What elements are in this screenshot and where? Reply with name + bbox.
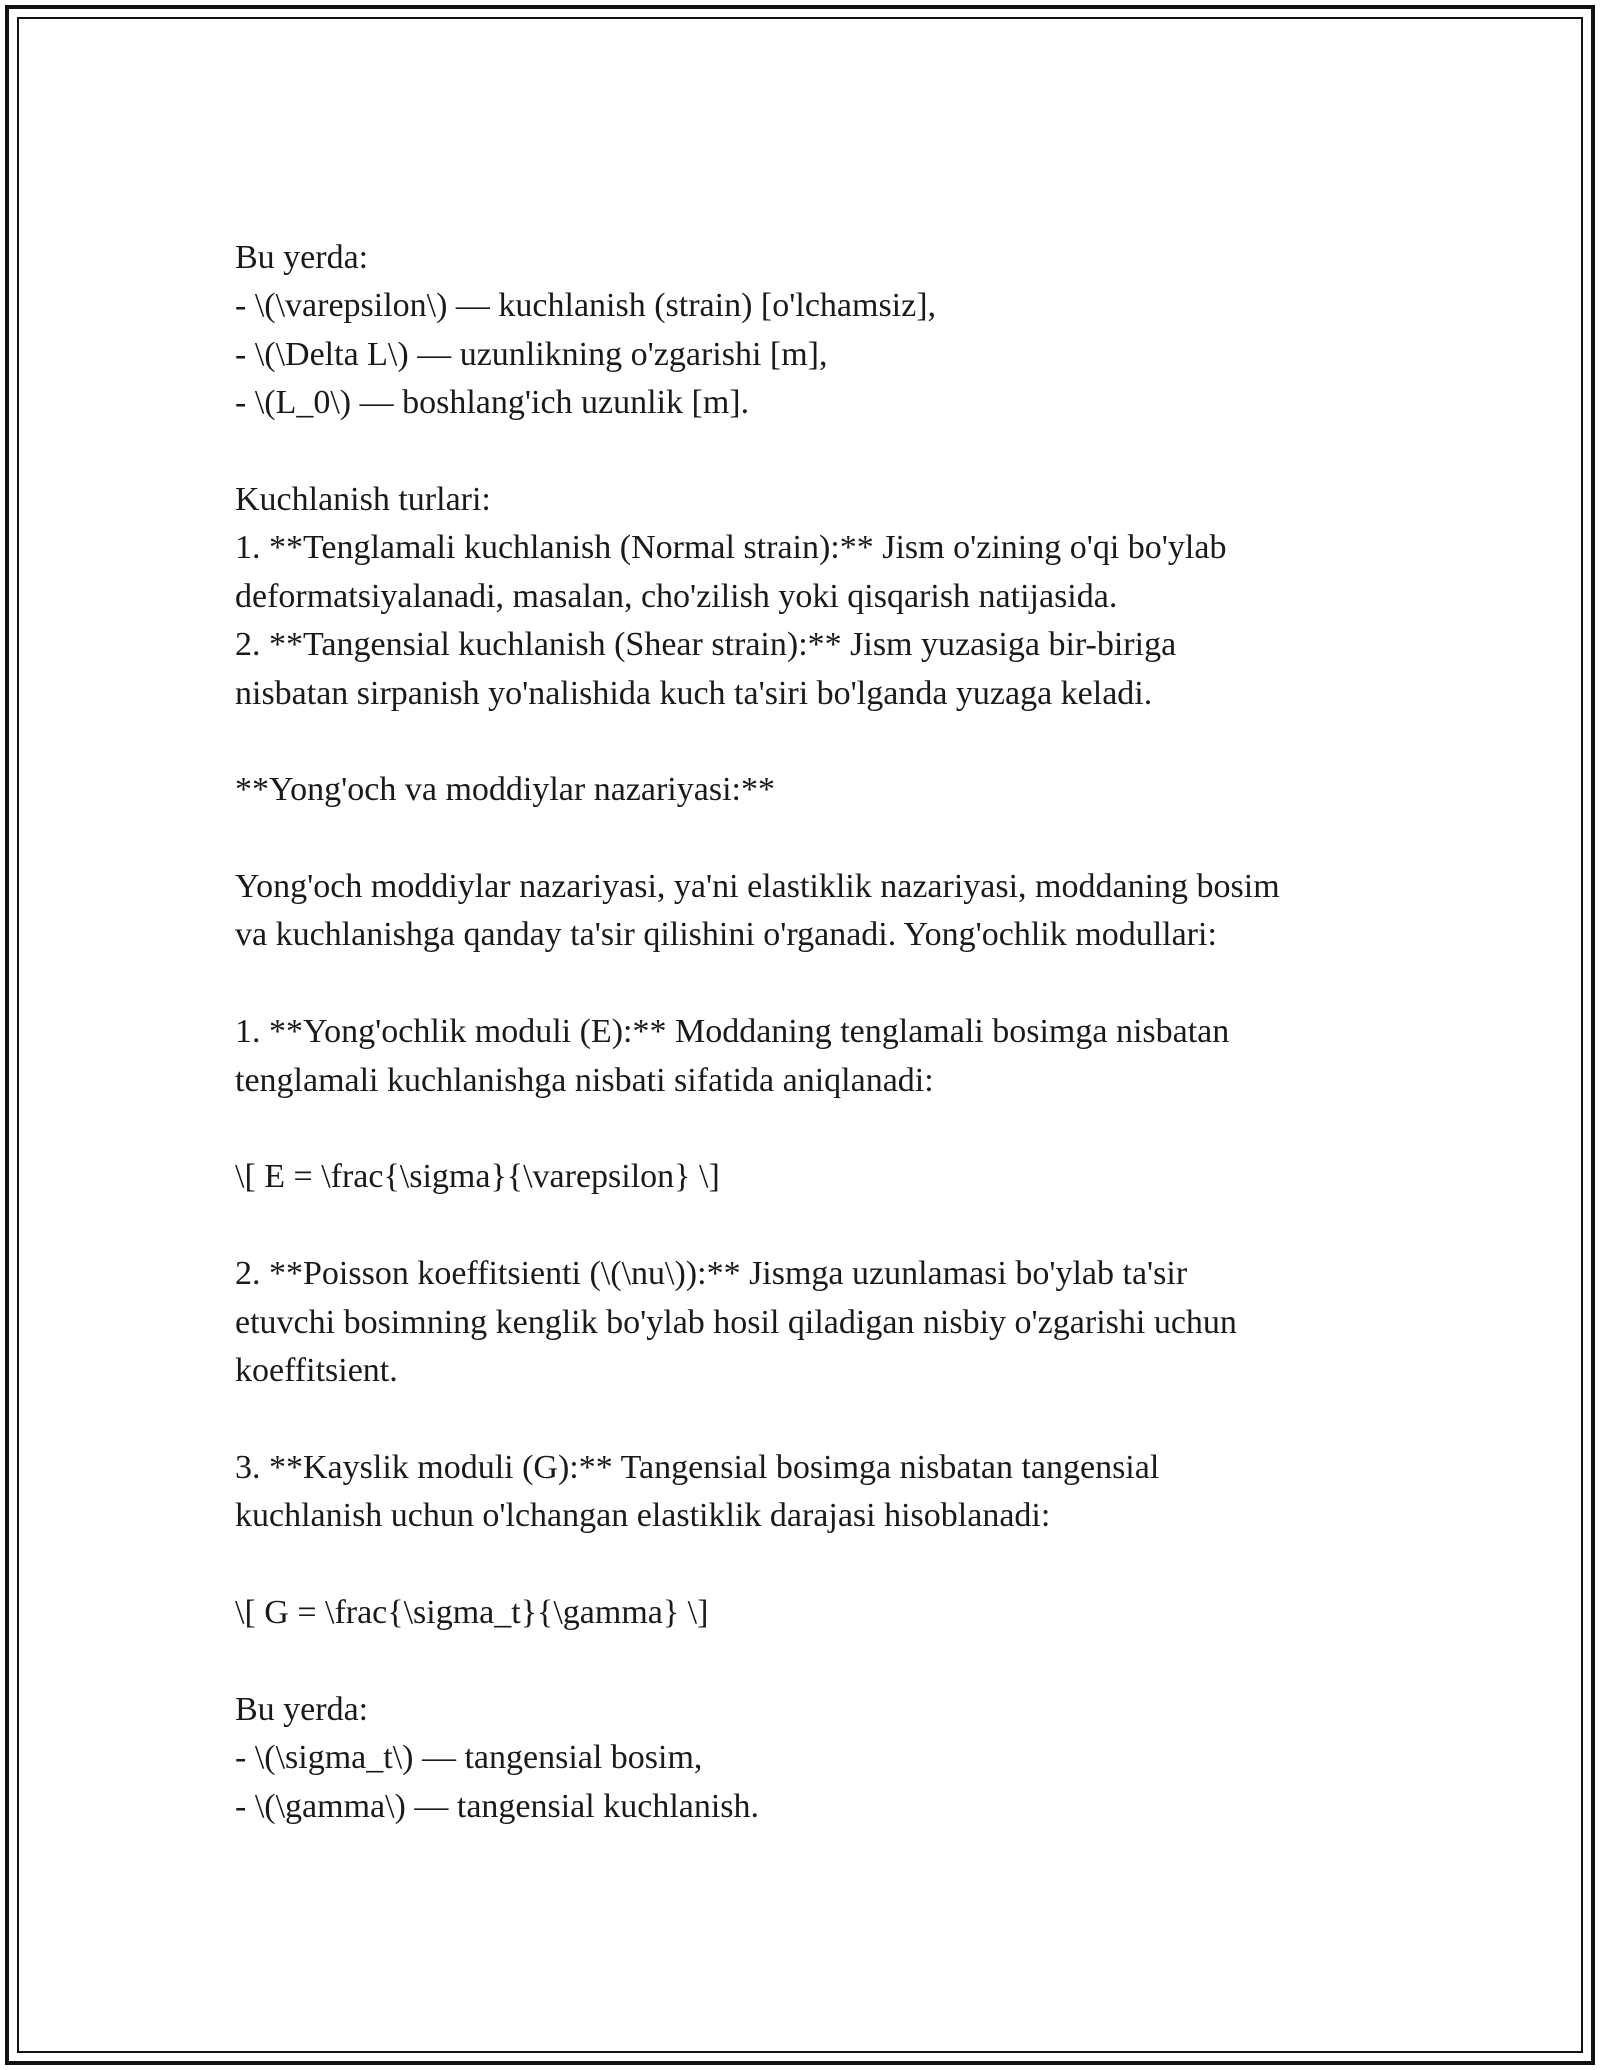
text-line: 2. **Tangensial kuchlanish (Shear strain):** Jism yuzasiga bir-biriga	[235, 626, 1177, 664]
text-line: nisbatan sirpanish yo'nalishida kuch ta'siri bo'lganda yuzaga keladi.	[235, 674, 1153, 712]
text-line: - \(\Delta L\) — uzunlikning o'zgarishi [m],	[235, 335, 828, 373]
text-line: Bu yerda:	[235, 239, 369, 276]
text-line: va kuchlanishga qanday ta'sir qilishini o'rganadi. Yong'ochlik modullari:	[235, 916, 1217, 954]
formula-line: \[ G = \frac{\sigma_t}{\gamma} \]	[235, 1593, 709, 1631]
text-line: etuvchi bosimning kenglik bo'ylab hosil qiladigan nisbiy o'zgarishi uchun	[235, 1303, 1237, 1341]
text-line: - \(\varepsilon\) — kuchlanish (strain) [o'lchamsiz],	[235, 287, 937, 325]
text-line: 1. **Yong'ochlik moduli (E):** Moddaning tenglamali bosimga nisbatan	[235, 1013, 1230, 1051]
document-body	[235, 234, 1415, 1831]
text-line: 2. **Poisson koeffitsienti (\(\nu\)):** Jismga uzunlamasi bo'ylab ta'sir	[235, 1255, 1188, 1293]
text-line: 1. **Tenglamali kuchlanish (Normal strain):** Jism o'zining o'qi bo'ylab	[235, 529, 1227, 567]
blank-line	[235, 960, 1415, 1008]
blank-line	[235, 1541, 1415, 1589]
text-line: deformatsiyalanadi, masalan, cho'zilish yoki qisqarish natijasida.	[235, 577, 1118, 615]
text-line: koeffitsient.	[235, 1351, 398, 1389]
text-line: - \(\sigma_t\) — tangensial bosim,	[235, 1739, 703, 1777]
blank-line	[235, 718, 1415, 766]
blank-line	[235, 1202, 1415, 1250]
text-line: - \(L_0\) — boshlang'ich uzunlik [m].	[235, 384, 750, 422]
text-line: Kuchlanish turlari:	[235, 480, 491, 518]
blank-line	[235, 1105, 1415, 1153]
blank-line	[235, 1395, 1415, 1443]
blank-line	[235, 815, 1415, 863]
text-line: Bu yerda:	[235, 1690, 369, 1728]
text-line: 3. **Kayslik moduli (G):** Tangensial bosimga nisbatan tangensial	[235, 1448, 1160, 1486]
text-line: - \(\gamma\) — tangensial kuchlanish.	[235, 1787, 760, 1825]
blank-line	[235, 1637, 1415, 1685]
text-line: tenglamali kuchlanishga nisbati sifatida aniqlanadi:	[235, 1061, 934, 1099]
formula-line: \[ E = \frac{\sigma}{\varepsilon} \]	[235, 1158, 720, 1196]
text-line: kuchlanish uchun o'lchangan elastiklik darajasi hisoblanadi:	[235, 1497, 1051, 1535]
blank-line	[235, 428, 1415, 476]
text-line: Yong'och moddiylar nazariyasi, ya'ni elastiklik nazariyasi, moddaning bosim	[235, 868, 1280, 906]
section-heading: **Yong'och va moddiylar nazariyasi:**	[235, 771, 775, 809]
